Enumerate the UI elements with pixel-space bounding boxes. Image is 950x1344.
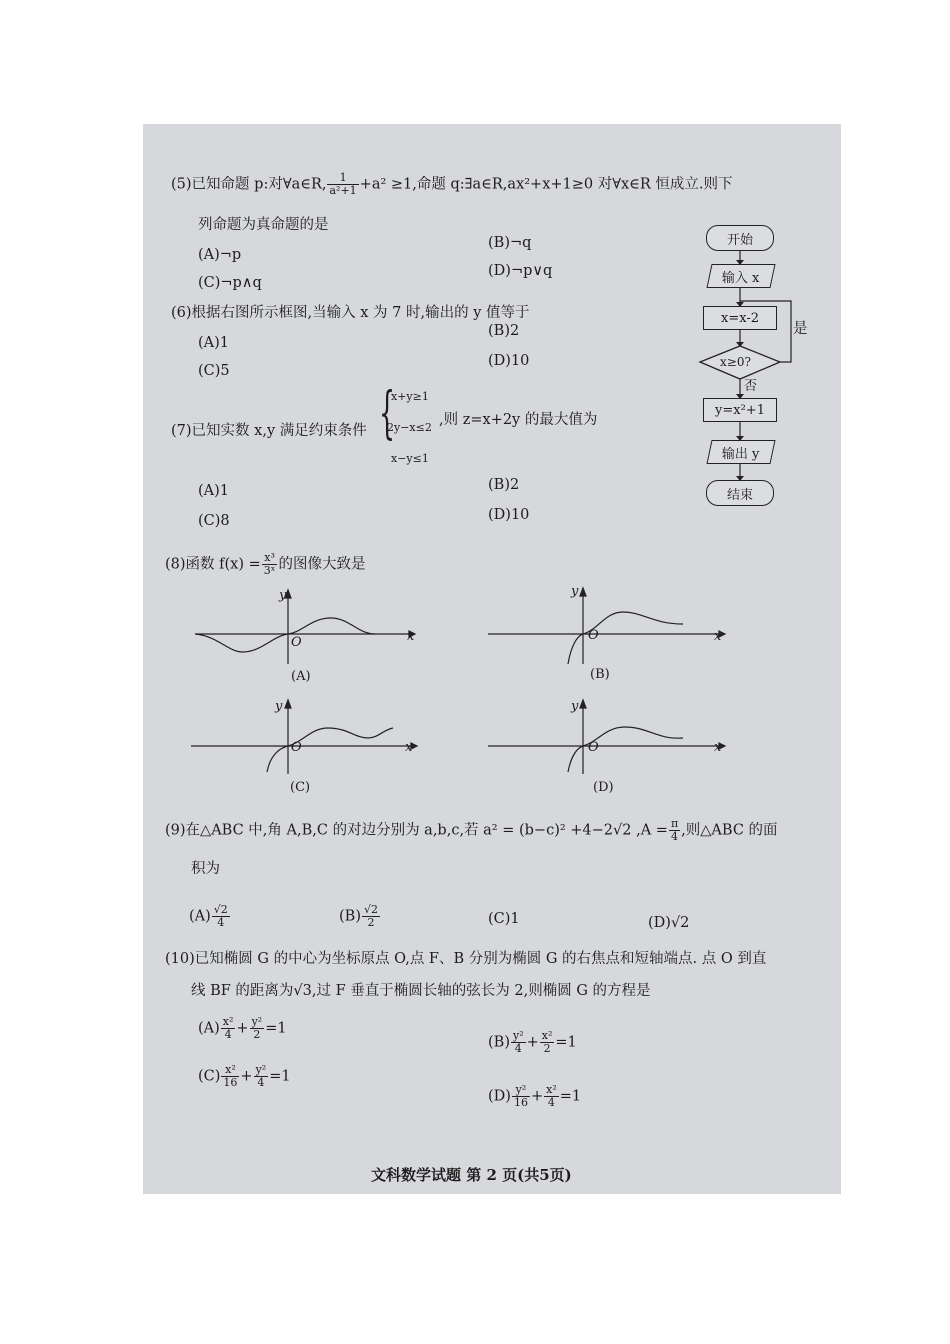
q8-stem: (8)函数 f(x) = $\frac{\text{x³}}{\text{3ˣ}}$ 的图像大致是 bbox=[165, 551, 366, 577]
graph-c-origin: O bbox=[291, 740, 302, 755]
q8-fraction: $\frac{\text{x³}}{\text{3ˣ}}$ bbox=[263, 551, 276, 577]
q5-stem-line1: (5)已知命题 p:对∀a∈R, $\frac{1}{\text{a²+1}}$ +a² ≥1,命题 q:∃a∈R,ax²+x+1≥0 对∀x∈R 恒成立.则下 bbox=[171, 171, 733, 197]
q9-option-d: (D)√2 bbox=[648, 915, 690, 931]
page-footer: 文科数学试题 第 2 页(共5页) bbox=[371, 1166, 572, 1184]
graph-c-label: (C) bbox=[290, 780, 311, 795]
q6-option-a: (A)1 bbox=[198, 335, 230, 351]
flow-output: 输出 y bbox=[706, 440, 775, 464]
q6-stem: (6)根据右图所示框图,当输入 x 为 7 时,输出的 y 值等于 bbox=[171, 305, 530, 321]
graph-c-x-label: x bbox=[405, 740, 413, 755]
q7-constraint-3: x−y≤1 bbox=[391, 452, 429, 465]
q10-option-c: (C) $\frac{\text{x²}}{16}$ + $\frac{\text{y²}}{4}$ =1 bbox=[198, 1063, 291, 1089]
graph-b-x-label: x bbox=[714, 629, 722, 644]
graph-d-y-label: y bbox=[571, 699, 579, 714]
flow-no-label: 否 bbox=[744, 379, 758, 394]
graph-a-x-label: x bbox=[407, 629, 415, 644]
q10-option-d: (D) $\frac{\text{y²}}{16}$ + $\frac{\text{x²}}{4}$ =1 bbox=[488, 1083, 582, 1109]
graph-d bbox=[488, 700, 725, 774]
q9-option-a: (A) $\frac{√2}{4}$ bbox=[189, 903, 228, 929]
flow-yes-label: 是 bbox=[793, 321, 808, 337]
graph-b-label: (B) bbox=[590, 667, 610, 682]
graph-d-x-label: x bbox=[714, 740, 722, 755]
graph-b-origin: O bbox=[588, 628, 599, 643]
q6-option-d: (D)10 bbox=[488, 353, 530, 369]
q7-stem-a: (7)已知实数 x,y 满足约束条件 bbox=[171, 423, 367, 439]
q7-constraint-2: 2y−x≤2 bbox=[387, 421, 432, 434]
q6-option-c: (C)5 bbox=[198, 363, 230, 379]
q9-stem-line1: (9)在△ABC 中,角 A,B,C 的对边分别为 a,b,c,若 a² = (b−c)² +4−2√2 ,A = $\frac{\pi}{4}$ ,则△ABC 的面 bbox=[165, 817, 778, 843]
q7-option-a: (A)1 bbox=[198, 483, 230, 499]
graph-c bbox=[191, 700, 417, 774]
q5-option-c: (C)¬p∧q bbox=[198, 275, 262, 291]
q9-fraction: $\frac{\pi}{4}$ bbox=[670, 817, 679, 843]
flow-end: 结束 bbox=[706, 480, 774, 506]
graph-a-label: (A) bbox=[291, 669, 311, 684]
graph-a-origin: O bbox=[291, 635, 302, 650]
q7-option-d: (D)10 bbox=[488, 507, 530, 523]
graph-a-y-label: y bbox=[279, 588, 287, 603]
flow-step: x=x-2 bbox=[703, 306, 777, 330]
q6-option-b: (B)2 bbox=[488, 323, 520, 339]
q10-option-a: (A) $\frac{\text{x²}}{4}$ + $\frac{\text{y²}}{2}$ =1 bbox=[198, 1015, 287, 1041]
q7-option-b: (B)2 bbox=[488, 477, 520, 493]
q7-brace: { bbox=[379, 381, 396, 446]
exam-page bbox=[143, 124, 841, 1194]
q5-stem-line2: 列命题为真命题的是 bbox=[198, 217, 329, 233]
q10-stem-line2: 线 BF 的距离为√3,过 F 垂直于椭圆长轴的弦长为 2,则椭圆 G 的方程是 bbox=[191, 983, 651, 999]
flow-start: 开始 bbox=[706, 225, 774, 251]
graph-d-label: (D) bbox=[593, 780, 614, 795]
q5-option-d: (D)¬p∨q bbox=[488, 263, 553, 279]
q7-option-c: (C)8 bbox=[198, 513, 230, 529]
q10-option-b: (B) $\frac{\text{y²}}{4}$ + $\frac{\text{x²}}{2}$ =1 bbox=[488, 1029, 577, 1055]
q5-option-a: (A)¬p bbox=[198, 247, 242, 263]
graph-b-y-label: y bbox=[571, 584, 579, 599]
q9-stem-line2: 积为 bbox=[191, 861, 220, 877]
graph-b bbox=[488, 588, 725, 664]
flow-assign: y=x²+1 bbox=[703, 398, 777, 422]
flow-condition: x≥0? bbox=[720, 355, 751, 369]
q7-constraint-1: x+y≥1 bbox=[391, 390, 429, 403]
graph-d-origin: O bbox=[588, 740, 599, 755]
q10-stem-line1: (10)已知椭圆 G 的中心为坐标原点 O,点 F、B 分别为椭圆 G 的右焦点和短轴端点. 点 O 到直 bbox=[165, 951, 767, 967]
q5-fraction: $\frac{1}{\text{a²+1}}$ bbox=[329, 171, 357, 197]
flow-input: 输入 x bbox=[706, 264, 775, 288]
q9-option-b: (B) $\frac{√2}{2}$ bbox=[339, 903, 378, 929]
q5-option-b: (B)¬q bbox=[488, 235, 532, 251]
graph-a bbox=[195, 590, 415, 664]
graph-c-y-label: y bbox=[275, 699, 283, 714]
q7-stem-b: ,则 z=x+2y 的最大值为 bbox=[439, 412, 598, 428]
q9-option-c: (C)1 bbox=[488, 911, 520, 927]
